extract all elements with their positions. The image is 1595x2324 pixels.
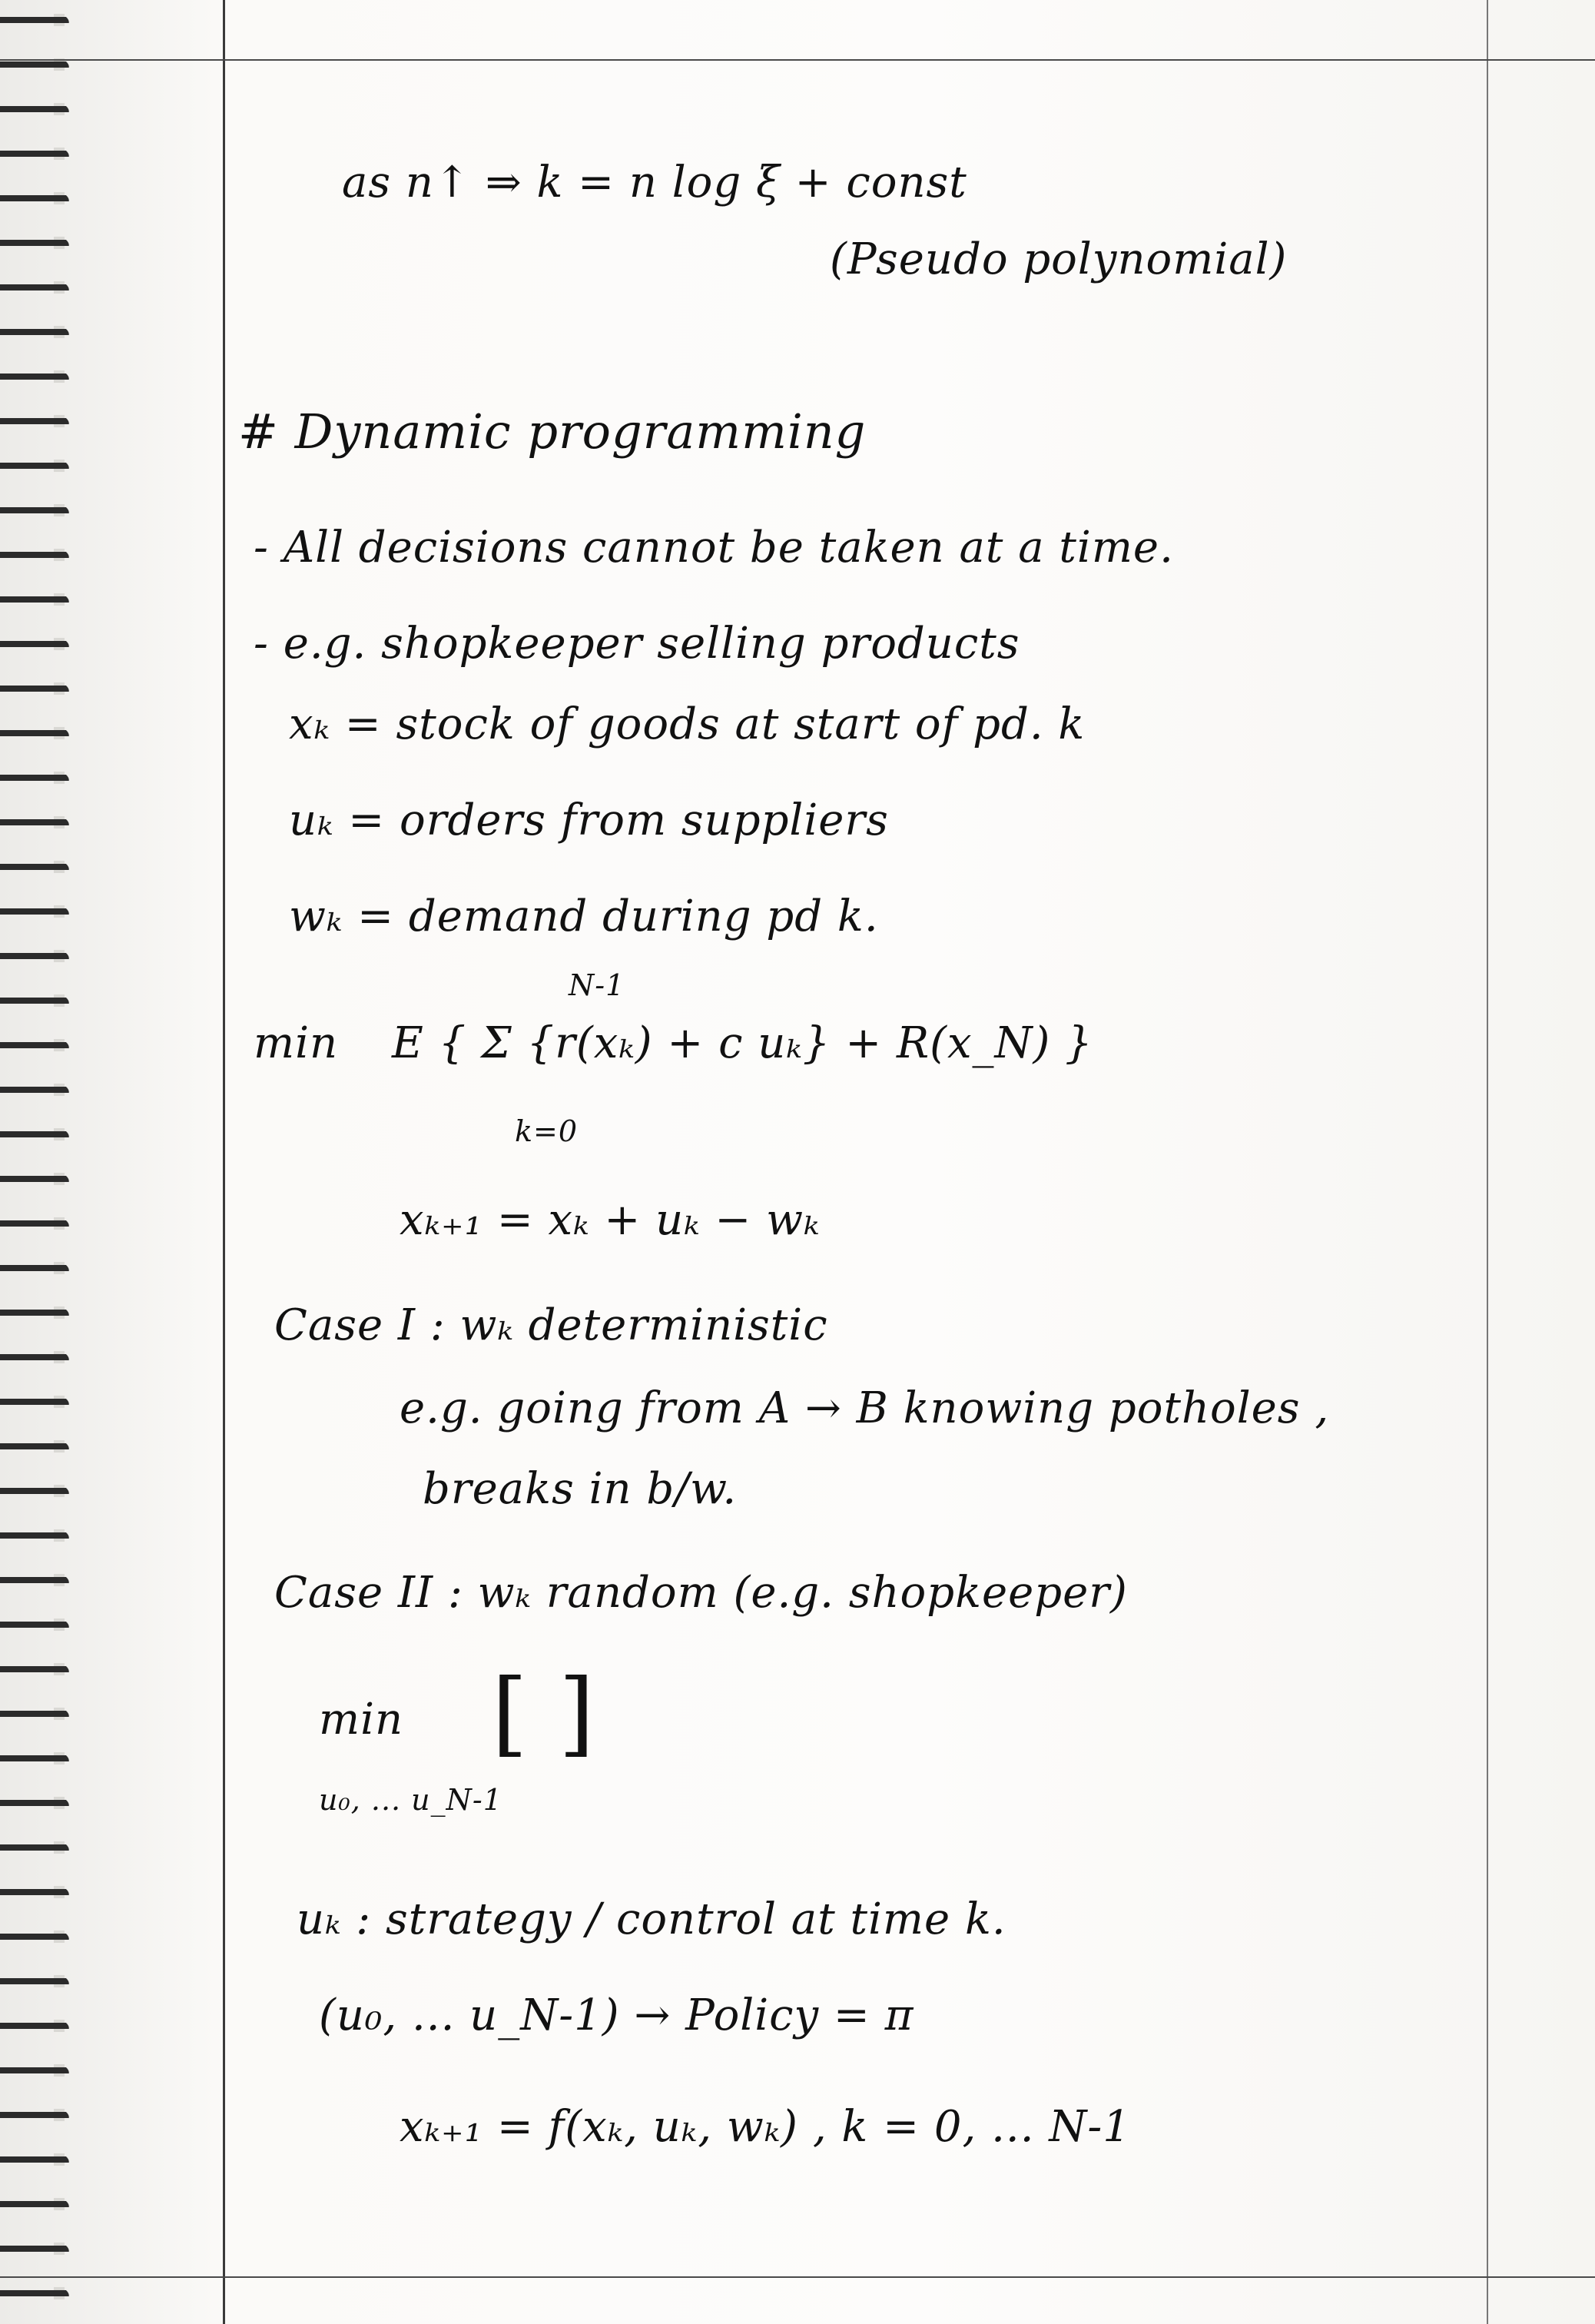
- bullet-example: - e.g. shopkeeper selling products: [254, 619, 1020, 669]
- min2-subscript: u₀, ... u_N-1: [319, 1783, 502, 1817]
- case-one-example-cont: breaks in b/w.: [423, 1464, 738, 1514]
- case-one-example: e.g. going from A → B knowing potholes ,: [400, 1383, 1330, 1433]
- definition-xk: xₖ = stock of goods at start of pd. k: [289, 699, 1086, 749]
- uk-definition: uₖ : strategy / control at time k.: [297, 1894, 1006, 1944]
- case-one: Case I : wₖ deterministic: [274, 1300, 828, 1350]
- definition-uk: uₖ = orders from suppliers: [289, 795, 889, 845]
- right-margin-line: [1487, 0, 1488, 2324]
- min2-label: min: [319, 1695, 404, 1745]
- bottom-rule: [0, 2276, 1595, 2278]
- margin-line: [223, 0, 225, 2324]
- top-rule: [0, 59, 1595, 61]
- min2-brackets: [ ]: [492, 1660, 595, 1767]
- general-dynamics: xₖ₊₁ = f(xₖ, uₖ, wₖ) , k = 0, ... N-1: [400, 2102, 1131, 2152]
- dynamics-equation: xₖ₊₁ = xₖ + uₖ − wₖ: [400, 1195, 821, 1245]
- case-two: Case II : wₖ random (e.g. shopkeeper): [274, 1568, 1128, 1618]
- sum-lower-limit: k=0: [515, 1114, 579, 1148]
- bullet-decisions: - All decisions cannot be taken at a time.: [254, 523, 1174, 573]
- pseudo-polynomial-note: (Pseudo polynomial): [830, 234, 1288, 284]
- policy-definition: (u₀, ... u_N-1) → Policy = π: [319, 1990, 914, 2040]
- section-heading: # Dynamic programming: [238, 403, 867, 460]
- complexity-line: as n↑ ⇒ k = n log ξ + const: [342, 158, 967, 208]
- sum-upper-limit: N-1: [569, 968, 625, 1002]
- min-label: min: [254, 1018, 339, 1068]
- spiral-binding: [0, 0, 69, 2324]
- objective-expression: E { Σ {r(xₖ) + c uₖ} + R(x_N) }: [392, 1018, 1093, 1068]
- definition-wk: wₖ = demand during pd k.: [289, 891, 879, 941]
